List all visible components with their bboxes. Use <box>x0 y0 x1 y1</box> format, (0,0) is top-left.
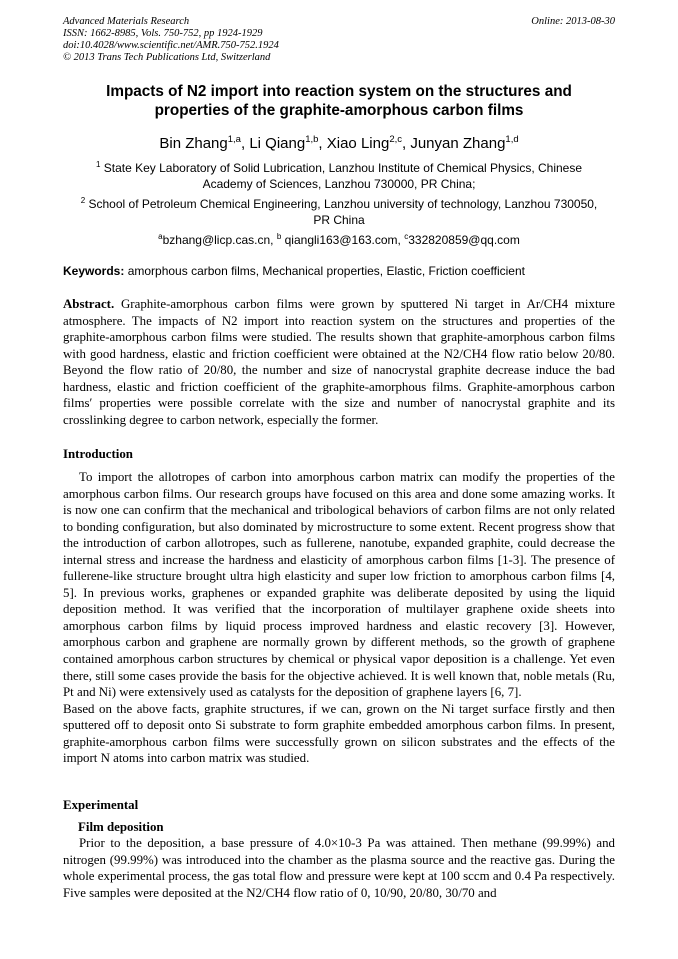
abstract <box>63 296 615 428</box>
author-name: Xiao Ling <box>326 135 390 152</box>
subsection-heading-film-deposition: Film deposition <box>78 820 164 834</box>
author-name: Junyan Zhang <box>410 135 506 152</box>
introduction-paragraph-1: To import the allotropes of carbon into amorphous carbon matrix can modify the properties of the amorphous carbon films. Our research groups have focused on this area and done some amazing works. It is now one can confirm that the mechanical and tribological behaviors of carbon films are not only related to bonding configuration, but also dominated by microstructure to some extent. Recent progress show that the introduction of carbon allotropes, such as fullerene, nanotube, expanded graphite, could decrease the internal stress and increase the hardness and elasticity of amorphous carbon films [1-3]. The presence of fullerene-like structure brought ultra high elasticity and super low friction to amorphous carbon films [4, 5]. In previous works, graphenes or expanded graphite was deliberate deposited by using the liquid deposition method. It was verified that the incorporation of multilayer graphene oxide sheets into amorphous carbon films by liquid process improved hardness and elastic recovery [3]. However, amorphous carbon and graphene are normally grown by different methods, so the growth of graphene contained amorphous carbon structures by chemical or physical vapor deposition is a challenge. Yet even there, still some cases provide the basis for the objective achieved. It is well known that, noble metals (Ru, Pt and Ni) were extensively used as catalysts for the deposition of graphene layers [6, 7]. <box>63 470 615 700</box>
author-affil-mark: 2,c <box>389 134 402 145</box>
paper-title-line-1: Impacts of N2 import into reaction system on the structures and <box>106 83 572 100</box>
author-separator: , <box>402 135 411 152</box>
author-affil-mark: 1,b <box>305 134 319 145</box>
journal-doi: doi:10.4028/www.scientific.net/AMR.750-752.1924 <box>63 40 279 51</box>
email-address: bzhang@licp.cas.cn, <box>162 233 277 247</box>
journal-name: Advanced Materials Research <box>63 16 190 27</box>
affiliation-line: School of Petroleum Chemical Engineering, Lanzhou university of technology, Lanzhou 730050, <box>88 197 598 211</box>
email-mark: a <box>158 232 163 241</box>
abstract-text: Graphite-amorphous carbon films were grown by sputtered Ni target in Ar/CH4 mixture atmosphere. The impacts of N2 import into reaction system on the structures and properties of the graphite-amorphous carbon films were studied. The results shown that graphite-amorphous carbon films with good hardness, elastic and friction coefficient were obtained at the N2/CH4 flow ratio below 20/80. Beyond the flow ratio of 20/80, the number and size of nanocrystal graphite decrease induce the bad hardness, elastic and friction coefficient of the graphite-amorphous films. Graphite-amorphous carbon films′ properties were possible correlate with the size and number of nanocrystal graphite and its crosslinking degree to carbon network, especially the former. <box>63 297 615 427</box>
paper-title <box>63 82 615 120</box>
keywords <box>63 264 615 279</box>
keywords-text: amorphous carbon films, Mechanical properties, Elastic, Friction coefficient <box>124 264 525 278</box>
affiliation-1 <box>63 157 615 192</box>
experimental-paragraph-1: Prior to the deposition, a base pressure of 4.0×10-3 Pa was attained. Then methane (99.99%) and nitrogen (99.99%) was introduced into the chamber as the plasma source and the reactive gas. During the whole experimental process, the gas total flow and pressure were kept at 100 sccm and 0.4 Pa respectively. Five samples were deposited at the N2/CH4 flow ratio of 0, 10/90, 20/80, 30/70 and <box>63 836 615 900</box>
email-address: 332820859@qq.com <box>408 233 520 247</box>
introduction-body <box>63 469 615 767</box>
journal-copyright: © 2013 Trans Tech Publications Ltd, Switzerland <box>63 52 271 63</box>
author-separator: , <box>240 135 250 152</box>
introduction-paragraph-2: Based on the above facts, graphite structures, if we can, grown on the Ni target surface firstly and then sputtered off to deposit onto Si substrate to form graphite embedded amorphous carbon films. In present, graphite-amorphous carbon films were successfully grown on silicon substrates and the effects of the import N atoms into carbon matrix was studied. <box>63 701 615 766</box>
author-separator: , <box>318 135 327 152</box>
affiliation-line: PR China <box>313 212 365 227</box>
affiliation-line: State Key Laboratory of Solid Lubrication, Lanzhou Institute of Chemical Physics, Chinese <box>103 161 583 175</box>
email-mark: c <box>404 232 409 241</box>
author-affil-mark: 1,a <box>227 134 241 145</box>
abstract-label: Abstract. <box>63 297 115 311</box>
section-heading-introduction: Introduction <box>63 447 133 461</box>
author-name: Li Qiang <box>249 135 306 152</box>
keywords-label: Keywords: <box>63 264 125 278</box>
section-heading-experimental: Experimental <box>63 798 139 812</box>
journal-header <box>63 16 615 64</box>
email-mark: b <box>276 232 282 241</box>
author-affil-mark: 1,d <box>505 134 519 145</box>
journal-issn: ISSN: 1662-8985, Vols. 750-752, pp 1924-1929 <box>63 28 263 39</box>
affiliation-2 <box>63 193 615 228</box>
author-list <box>63 130 615 154</box>
affiliation-number: 2 <box>80 196 86 205</box>
experimental-body <box>63 835 615 901</box>
affiliation-number: 1 <box>95 160 101 169</box>
author-name: Bin Zhang <box>159 135 228 152</box>
email-address: qiangli163@163.com, <box>281 233 405 247</box>
online-date: Online: 2013-08-30 <box>531 16 615 27</box>
paper-title-line-2: properties of the graphite-amorphous carbon films <box>154 102 524 119</box>
author-emails <box>63 229 615 248</box>
affiliation-line: Academy of Sciences, Lanzhou 730000, PR China; <box>202 176 476 191</box>
